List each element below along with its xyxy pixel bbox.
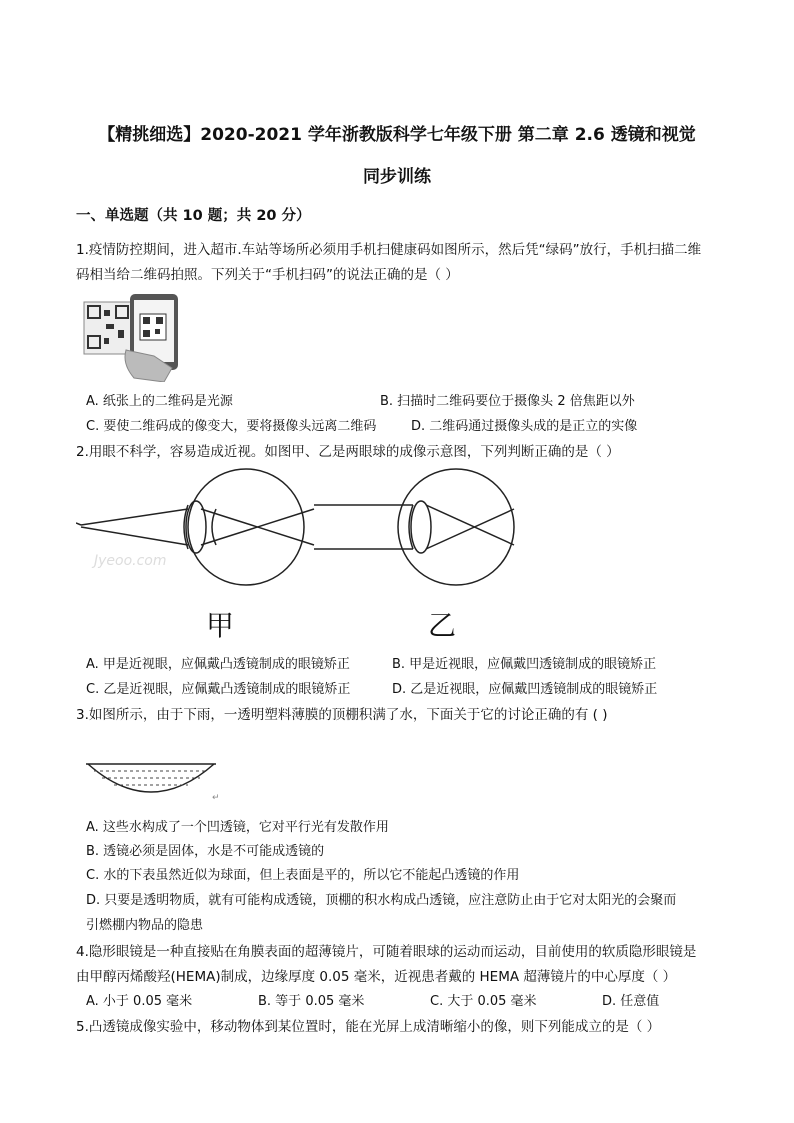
q3-option-b: B. 透镜必须是固体，水是不可能成透镜的 — [86, 844, 325, 859]
q3-option-d-line2: 引燃棚内物品的隐患 — [86, 918, 204, 933]
q4-option-a: A. 小于 0.05 毫米 — [86, 994, 193, 1009]
q2-option-d: D. 乙是近视眼，应佩戴凹透镜制成的眼镜矫正 — [392, 682, 658, 697]
svg-text:↵: ↵ — [212, 793, 220, 803]
q1-option-c: C. 要使二维码成的像变大，要将摄像头远离二维码 — [86, 419, 377, 434]
q3-option-d: D. 只要是透明物质，就有可能构成透镜，顶棚的积水构成凸透镜，应注意防止由于它对太阳光的会聚而 — [86, 893, 677, 908]
question-3-stem: 3.如图所示，由于下雨，一透明塑料薄膜的顶棚积满了水，下面关于它的讨论正确的有 ( ) — [76, 707, 608, 723]
q3-option-a: A. 这些水构成了一个凹透镜，它对平行光有发散作用 — [86, 820, 389, 835]
q4-option-d: D. 任意值 — [602, 994, 660, 1009]
document-title: 【精挑细选】2020-2021 学年浙教版科学七年级下册 第二章 2.6 透镜和视觉 — [98, 125, 696, 145]
q1-option-d: D. 二维码通过摄像头成的是正立的实像 — [411, 419, 638, 434]
question-1-stem-line2: 码相当给二维码拍照。下列关于“手机扫码”的说法正确的是（ ） — [76, 267, 459, 283]
q4-option-c: C. 大于 0.05 毫米 — [430, 994, 537, 1009]
q4-option-b: B. 等于 0.05 毫米 — [258, 994, 365, 1009]
water-roof-illustration — [84, 760, 224, 804]
question-2-stem: 2.用眼不科学，容易造成近视。如图甲、乙是两眼球的成像示意图，下列判断正确的是（ ） — [76, 444, 620, 460]
eye-diagram-watermark: Jyeoo.com — [94, 553, 167, 569]
q2-option-a: A. 甲是近视眼，应佩戴凸透镜制成的眼镜矫正 — [86, 657, 350, 672]
q1-option-b: B. 扫描时二维码要位于摄像头 2 倍焦距以外 — [380, 394, 635, 409]
question-4-stem-line2: 由甲醇丙烯酸羟(HEMA)制成，边缘厚度 0.05 毫米，近视患者戴的 HEMA 超薄镜片的中心厚度（ ） — [76, 969, 677, 985]
question-1-stem: 1.疫情防控期间，进入超市.车站等场所必须用手机扫健康码如图所示，然后凭“绿码”放行，手机扫描二维 — [76, 242, 702, 258]
section-heading: 一、单选题（共 10 题；共 20 分） — [76, 208, 311, 224]
q2-option-c: C. 乙是近视眼，应佩戴凸透镜制成的眼镜矫正 — [86, 682, 351, 697]
document-title-line2: 同步训练 — [363, 167, 431, 187]
eye-diagram-label-yi: 乙 — [428, 609, 457, 642]
q2-option-b: B. 甲是近视眼，应佩戴凹透镜制成的眼镜矫正 — [392, 657, 657, 672]
q3-option-c: C. 水的下表虽然近似为球面，但上表面是平的，所以它不能起凸透镜的作用 — [86, 868, 520, 883]
question-5-stem: 5.凸透镜成像实验中，移动物体到某位置时，能在光屏上成清晰缩小的像，则下列能成立的是（ ） — [76, 1019, 661, 1035]
qr-scan-illustration — [76, 290, 188, 382]
question-4-stem: 4.隐形眼镜是一种直接贴在角膜表面的超薄镜片，可随着眼球的运动而运动，目前使用的软质隐形眼镜是 — [76, 944, 697, 960]
q1-option-a: A. 纸张上的二维码是光源 — [86, 394, 233, 409]
eye-diagrams — [76, 465, 536, 647]
eye-diagram-label-jia: 甲 — [206, 609, 235, 642]
